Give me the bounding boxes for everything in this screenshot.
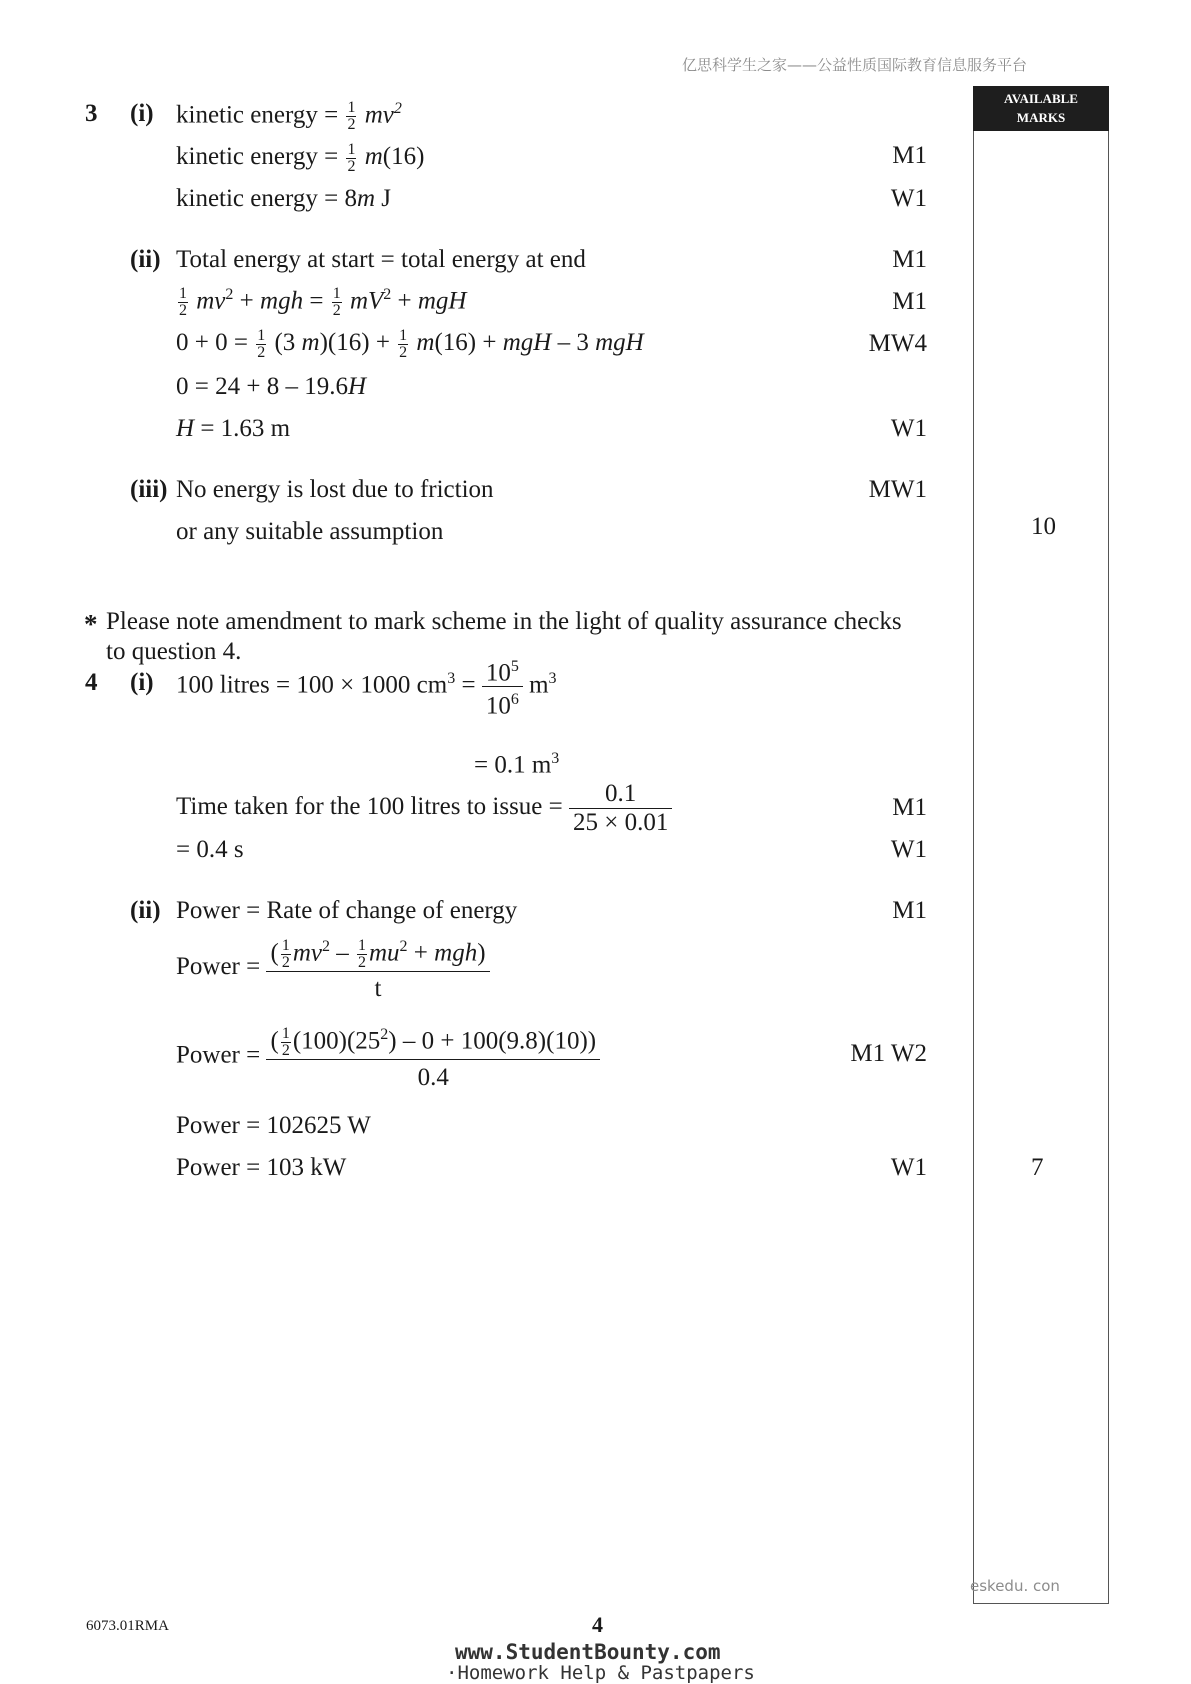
q4-available-marks: 7 (1031, 1154, 1044, 1181)
q4-number: 4 (85, 669, 98, 696)
q3-i-mark-2: M1 (892, 142, 927, 169)
q3-i-line3-text: kinetic energy = 8 (176, 185, 357, 212)
q4-ii-mark-5: W1 (890, 1154, 927, 1181)
q4-ii-line2-label: Power = (176, 952, 261, 980)
q3-ii-line4-text: 0 = 24 + 8 – 19.6 (176, 373, 348, 400)
q4-i-line4: = 0.4 s (176, 836, 244, 863)
q4-i-line3 (176, 780, 672, 837)
q3-i-line3: kinetic energy = 8m J (176, 185, 391, 212)
q3-ii-mark-1: M1 (892, 246, 927, 273)
q3-ii-line5: H = 1.63 m (176, 415, 291, 442)
q3-number: 3 (85, 100, 98, 127)
time-fraction-denominator: 25 × 0.01 (573, 809, 669, 836)
note-line1: Please note amendment to mark scheme in the light of quality assurance checks (106, 608, 902, 635)
q4-i-mark-4: W1 (890, 836, 927, 863)
q4-i-line3-text: Time taken for the 100 litres to issue = (176, 793, 563, 821)
q4-i-mark-3: M1 (892, 794, 927, 821)
available-marks-heading (973, 86, 1109, 131)
q3-i-line2-text: kinetic energy = (176, 143, 339, 171)
q4-i-line2: = 0.1 $m^3$ (474, 750, 560, 779)
time-fraction-numerator: 0.1 (569, 780, 672, 809)
power-fraction-1-denominator: t (374, 975, 382, 1003)
q4-i-line1: 100 litres = 100 × 1000 $cm^3$ = $\frac{10^5}{10^6}$ $m^3$ (176, 654, 557, 720)
q3-ii-line5-text: = 1.63 m (194, 415, 291, 442)
available-marks-column (973, 86, 1109, 1604)
q3-i-line1: kinetic energy = $\frac{1}{2}$ $mv^2$ (176, 99, 402, 134)
q3-i-line2-value: (16) (382, 143, 425, 171)
half-fraction: $\frac{1}{2}$ (399, 327, 408, 361)
q4-i-label: (i) (130, 669, 154, 696)
q3-i-line3-unit: J (375, 185, 391, 212)
eskedu-watermark: eskedu. con (970, 1577, 1060, 1595)
q3-iii-line2: or any suitable assumption (176, 518, 444, 545)
q3-ii-label: (ii) (130, 246, 161, 273)
q3-ii-line4: 0 = 24 + 8 – 19.6H (176, 373, 367, 400)
q3-ii-mark-3: MW4 (868, 330, 927, 357)
half-fraction: $\frac{1}{2}$ (347, 99, 356, 134)
q3-ii-line1: Total energy at start = total energy at end (176, 246, 586, 273)
note-line2: to question 4. (106, 638, 242, 665)
q3-iii-mark-1: MW1 (868, 476, 927, 503)
note-star: * (84, 609, 98, 639)
q4-ii-label: (ii) (130, 897, 161, 924)
half-fraction: $\frac{1}{2}$ (179, 285, 187, 320)
q4-ii-mark-1: M1 (892, 897, 927, 924)
q3-ii-mark-2: M1 (892, 288, 927, 315)
power-fraction-1: ( $\frac{1}{2}$ $mv^2$ – $\frac{1}{2}$ $mu^2 + mgh$) t (266, 930, 489, 1006)
time-fraction (569, 780, 672, 837)
q3-ii-line3: 0 + 0 = $\frac{1}{2}$ (3 m)(16) + $\frac{1}{2}$ m(16) + mgH – 3 mgH (176, 327, 644, 361)
q4-ii-line4: Power = 102625 W (176, 1112, 371, 1139)
q3-i-label: (i) (130, 100, 154, 127)
power-fraction-2: ( $\frac{1}{2}$ $(100)(25^2) - 0 + 100(9.8)(10)$) 0.4 (266, 1017, 600, 1096)
page-number: 4 (592, 1612, 603, 1637)
q4-ii-line3 (176, 1017, 600, 1096)
q3-iii-line1: No energy is lost due to friction (176, 476, 494, 503)
q3-ii-line2: $\frac{1}{2}$ $mv^2$ + mgh = $\frac{1}{2}$ $mV^2$ + mgH (179, 285, 467, 320)
available-marks-heading-line1: AVAILABLE (1004, 91, 1078, 106)
available-marks-heading-line2: MARKS (1016, 110, 1066, 125)
q3-iii-label: (iii) (130, 476, 168, 503)
half-fraction: $\frac{1}{2}$ (347, 141, 356, 175)
q3-i-line1-text: kinetic energy = (176, 101, 339, 129)
q3-i-line1-mv: mv (364, 101, 394, 129)
half-fraction: $\frac{1}{2}$ (257, 327, 266, 361)
studentbounty-tagline: ·Homework Help & Pastpapers (446, 1662, 755, 1684)
q3-ii-mark-5: W1 (890, 415, 927, 442)
power-fraction-2-denominator: 0.4 (417, 1064, 449, 1092)
studentbounty-url[interactable]: www.StudentBounty.com (455, 1640, 721, 1664)
q4-ii-line3-label: Power = (176, 1041, 261, 1069)
half-fraction: $\frac{1}{2}$ (332, 285, 341, 320)
q4-ii-line2 (176, 930, 490, 1006)
q4-i-line1-text: 100 litres = 100 × 1000 cm (176, 671, 448, 699)
q4-ii-line5: Power = 103 kW (176, 1154, 347, 1181)
q4-ii-line1: Power = Rate of change of energy (176, 897, 518, 924)
footer-code: 6073.01RMA (86, 1618, 169, 1634)
q3-i-mark-3: W1 (890, 185, 927, 212)
volume-fraction: $\frac{10^5}{10^6}$ (482, 654, 523, 720)
q3-available-marks: 10 (1031, 513, 1056, 540)
q4-ii-mark-3: M1 W2 (850, 1040, 927, 1067)
q3-i-line2: kinetic energy = $\frac{1}{2}$ m(16) (176, 141, 425, 175)
q4-i-line2-text: = 0.1 m (474, 751, 552, 779)
header-watermark: 亿思科学生之家——公益性质国际教育信息服务平台 (682, 56, 1028, 74)
